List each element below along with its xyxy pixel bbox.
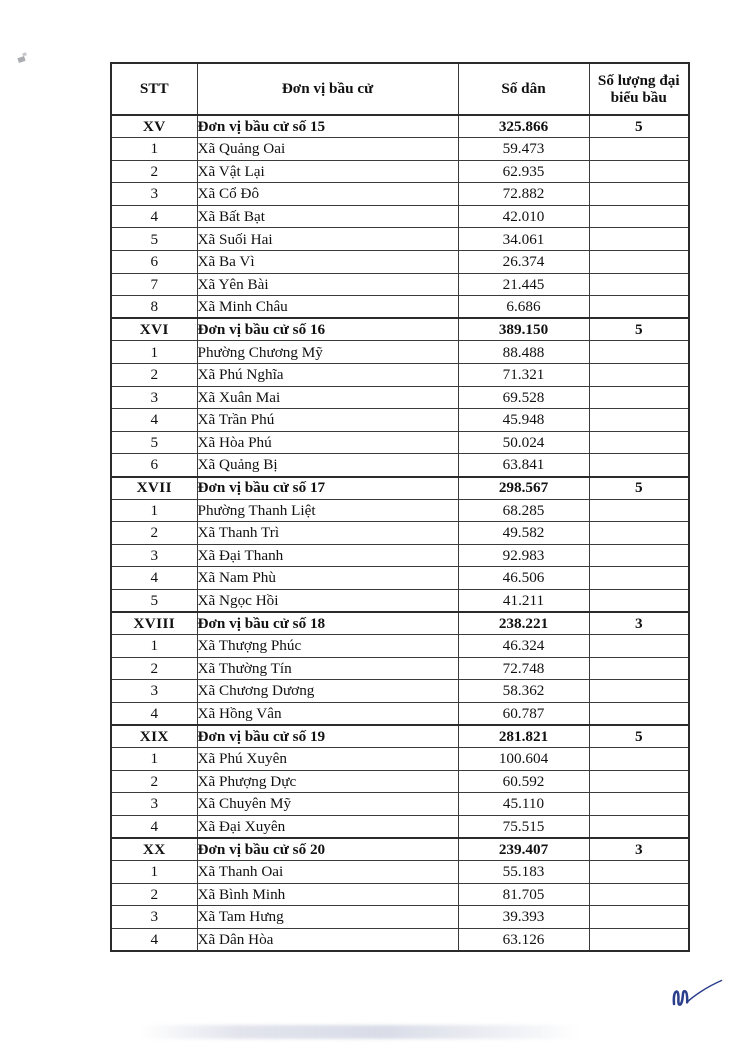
section-population: 325.866 (458, 115, 589, 138)
row-seats (589, 296, 689, 319)
scan-artifact-bottom-shadow (140, 1025, 580, 1039)
section-name: Đơn vị bầu cử số 17 (197, 477, 458, 500)
table-row (111, 386, 689, 409)
row-seats (589, 273, 689, 296)
section-seats: 3 (589, 838, 689, 861)
section-name: Đơn vị bầu cử số 20 (197, 838, 458, 861)
row-unit-name: Phường Chương Mỹ (197, 341, 458, 364)
row-number: 3 (111, 386, 197, 409)
section-numeral: XIX (111, 725, 197, 748)
table-container (110, 62, 688, 952)
section-population: 281.821 (458, 725, 589, 748)
row-unit-name: Phường Thanh Liệt (197, 499, 458, 522)
table-row (111, 364, 689, 387)
row-unit-name: Xã Chuyên Mỹ (197, 793, 458, 816)
row-population: 88.488 (458, 341, 589, 364)
table-row (111, 138, 689, 161)
table-row (111, 296, 689, 319)
row-seats (589, 499, 689, 522)
section-name: Đơn vị bầu cử số 15 (197, 115, 458, 138)
row-population: 81.705 (458, 883, 589, 906)
section-header-row (111, 725, 689, 748)
row-unit-name: Xã Bất Bạt (197, 205, 458, 228)
row-number: 2 (111, 364, 197, 387)
row-unit-name: Xã Phú Xuyên (197, 748, 458, 771)
row-population: 34.061 (458, 228, 589, 251)
table-row (111, 635, 689, 658)
row-unit-name: Xã Minh Châu (197, 296, 458, 319)
row-seats (589, 228, 689, 251)
row-unit-name: Xã Trần Phú (197, 409, 458, 432)
row-unit-name: Xã Nam Phù (197, 567, 458, 590)
table-row (111, 567, 689, 590)
row-number: 2 (111, 160, 197, 183)
row-number: 4 (111, 702, 197, 725)
row-seats (589, 657, 689, 680)
row-seats (589, 589, 689, 612)
row-population: 59.473 (458, 138, 589, 161)
row-population: 58.362 (458, 680, 589, 703)
table-row (111, 770, 689, 793)
row-unit-name: Xã Quảng Oai (197, 138, 458, 161)
row-seats (589, 431, 689, 454)
table-row (111, 748, 689, 771)
table-header-row (111, 63, 689, 115)
row-unit-name: Xã Phượng Dực (197, 770, 458, 793)
row-seats (589, 883, 689, 906)
table-row (111, 815, 689, 838)
section-seats: 3 (589, 612, 689, 635)
row-seats (589, 251, 689, 274)
row-number: 4 (111, 815, 197, 838)
section-header-row (111, 612, 689, 635)
column-header-unit: Đơn vị bầu cử (197, 63, 458, 115)
row-population: 39.393 (458, 906, 589, 929)
row-population: 50.024 (458, 431, 589, 454)
table-body (111, 115, 689, 951)
row-population: 26.374 (458, 251, 589, 274)
column-header-stt: STT (111, 63, 197, 115)
table-row (111, 928, 689, 951)
row-population: 42.010 (458, 205, 589, 228)
row-number: 6 (111, 454, 197, 477)
row-unit-name: Xã Phú Nghĩa (197, 364, 458, 387)
row-population: 75.515 (458, 815, 589, 838)
row-unit-name: Xã Thường Tín (197, 657, 458, 680)
row-number: 3 (111, 183, 197, 206)
row-unit-name: Xã Đại Thanh (197, 544, 458, 567)
row-population: 46.324 (458, 635, 589, 658)
row-population: 49.582 (458, 522, 589, 545)
row-unit-name: Xã Thanh Trì (197, 522, 458, 545)
row-unit-name: Xã Thượng Phúc (197, 635, 458, 658)
column-header-seats: Số lượng đại biểu bầu (589, 63, 689, 115)
section-numeral: XV (111, 115, 197, 138)
row-unit-name: Xã Yên Bài (197, 273, 458, 296)
row-number: 1 (111, 861, 197, 884)
row-unit-name: Xã Ngọc Hồi (197, 589, 458, 612)
section-seats: 5 (589, 318, 689, 341)
column-header-population: Số dân (458, 63, 589, 115)
row-population: 100.604 (458, 748, 589, 771)
section-seats: 5 (589, 725, 689, 748)
table-row (111, 657, 689, 680)
row-seats (589, 567, 689, 590)
row-population: 92.983 (458, 544, 589, 567)
row-population: 69.528 (458, 386, 589, 409)
row-number: 3 (111, 680, 197, 703)
row-population: 72.882 (458, 183, 589, 206)
row-seats (589, 205, 689, 228)
row-seats (589, 409, 689, 432)
table-row (111, 228, 689, 251)
row-population: 72.748 (458, 657, 589, 680)
table-row (111, 499, 689, 522)
row-number: 4 (111, 205, 197, 228)
table-row (111, 861, 689, 884)
row-population: 60.592 (458, 770, 589, 793)
scan-artifact-speck (17, 56, 25, 63)
section-name: Đơn vị bầu cử số 16 (197, 318, 458, 341)
row-seats (589, 544, 689, 567)
section-population: 238.221 (458, 612, 589, 635)
row-number: 8 (111, 296, 197, 319)
row-population: 6.686 (458, 296, 589, 319)
row-number: 5 (111, 431, 197, 454)
row-unit-name: Xã Dân Hòa (197, 928, 458, 951)
row-population: 60.787 (458, 702, 589, 725)
row-number: 1 (111, 341, 197, 364)
row-seats (589, 635, 689, 658)
row-unit-name: Xã Thanh Oai (197, 861, 458, 884)
row-population: 68.285 (458, 499, 589, 522)
row-population: 63.126 (458, 928, 589, 951)
table-row (111, 522, 689, 545)
section-name: Đơn vị bầu cử số 18 (197, 612, 458, 635)
section-numeral: XVI (111, 318, 197, 341)
table-row (111, 793, 689, 816)
row-unit-name: Xã Hồng Vân (197, 702, 458, 725)
row-unit-name: Xã Quảng Bị (197, 454, 458, 477)
row-seats (589, 341, 689, 364)
table-row (111, 589, 689, 612)
table-row (111, 906, 689, 929)
table-row (111, 273, 689, 296)
row-number: 4 (111, 567, 197, 590)
row-number: 3 (111, 544, 197, 567)
row-population: 21.445 (458, 273, 589, 296)
row-seats (589, 160, 689, 183)
table-row (111, 680, 689, 703)
row-unit-name: Xã Vật Lại (197, 160, 458, 183)
row-number: 3 (111, 793, 197, 816)
row-unit-name: Xã Xuân Mai (197, 386, 458, 409)
row-population: 45.110 (458, 793, 589, 816)
section-population: 298.567 (458, 477, 589, 500)
table-row (111, 702, 689, 725)
row-unit-name: Xã Cổ Đô (197, 183, 458, 206)
row-number: 7 (111, 273, 197, 296)
row-seats (589, 928, 689, 951)
section-numeral: XVII (111, 477, 197, 500)
row-population: 71.321 (458, 364, 589, 387)
row-unit-name: Xã Hòa Phú (197, 431, 458, 454)
section-population: 389.150 (458, 318, 589, 341)
row-seats (589, 793, 689, 816)
row-population: 63.841 (458, 454, 589, 477)
row-unit-name: Xã Tam Hưng (197, 906, 458, 929)
table-row (111, 883, 689, 906)
row-population: 45.948 (458, 409, 589, 432)
row-number: 2 (111, 883, 197, 906)
row-number: 3 (111, 906, 197, 929)
table-row (111, 205, 689, 228)
row-number: 1 (111, 635, 197, 658)
row-number: 4 (111, 928, 197, 951)
row-seats (589, 183, 689, 206)
row-seats (589, 702, 689, 725)
row-population: 46.506 (458, 567, 589, 590)
table-row (111, 544, 689, 567)
row-number: 5 (111, 589, 197, 612)
section-numeral: XVIII (111, 612, 197, 635)
row-unit-name: Xã Chương Dương (197, 680, 458, 703)
row-unit-name: Xã Suối Hai (197, 228, 458, 251)
section-seats: 5 (589, 477, 689, 500)
table-row (111, 160, 689, 183)
row-seats (589, 138, 689, 161)
table-row (111, 409, 689, 432)
section-header-row (111, 838, 689, 861)
signature-mark (668, 975, 730, 1015)
row-number: 2 (111, 770, 197, 793)
row-seats (589, 770, 689, 793)
table-row (111, 251, 689, 274)
row-population: 41.211 (458, 589, 589, 612)
row-seats (589, 748, 689, 771)
table-row (111, 183, 689, 206)
row-number: 2 (111, 522, 197, 545)
row-number: 5 (111, 228, 197, 251)
section-name: Đơn vị bầu cử số 19 (197, 725, 458, 748)
section-seats: 5 (589, 115, 689, 138)
row-number: 4 (111, 409, 197, 432)
table-row (111, 454, 689, 477)
row-number: 1 (111, 138, 197, 161)
row-number: 1 (111, 499, 197, 522)
row-unit-name: Xã Ba Vì (197, 251, 458, 274)
table-row (111, 431, 689, 454)
row-population: 62.935 (458, 160, 589, 183)
section-header-row (111, 318, 689, 341)
table-header (111, 63, 689, 115)
row-number: 6 (111, 251, 197, 274)
row-number: 1 (111, 748, 197, 771)
row-seats (589, 906, 689, 929)
row-seats (589, 454, 689, 477)
row-unit-name: Xã Bình Minh (197, 883, 458, 906)
row-seats (589, 386, 689, 409)
electoral-units-table (110, 62, 690, 952)
section-population: 239.407 (458, 838, 589, 861)
section-header-row (111, 477, 689, 500)
row-number: 2 (111, 657, 197, 680)
table-row (111, 341, 689, 364)
row-seats (589, 861, 689, 884)
row-seats (589, 680, 689, 703)
row-seats (589, 522, 689, 545)
section-numeral: XX (111, 838, 197, 861)
row-population: 55.183 (458, 861, 589, 884)
row-seats (589, 364, 689, 387)
row-seats (589, 815, 689, 838)
section-header-row (111, 115, 689, 138)
row-unit-name: Xã Đại Xuyên (197, 815, 458, 838)
